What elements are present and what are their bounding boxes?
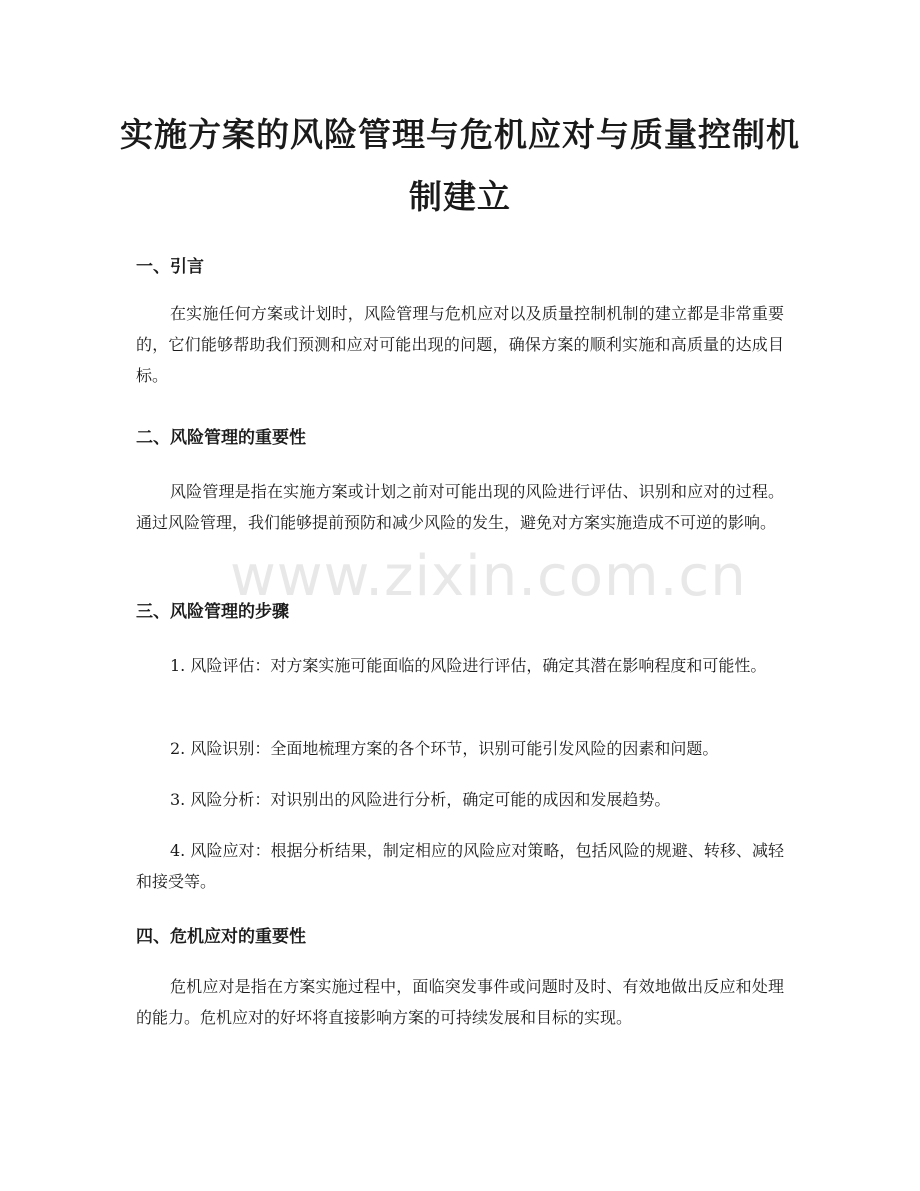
list-item-risk-identification: 2. 风险识别：全面地梳理方案的各个环节，识别可能引发风险的因素和问题。	[170, 739, 719, 758]
document-title: 实施方案的风险管理与危机应对与质量控制机制建立	[120, 115, 800, 216]
section-heading-risk-importance: 二、风险管理的重要性	[136, 428, 306, 448]
list-item-risk-assessment: 1. 风险评估：对方案实施可能面临的风险进行评估，确定其潜在影响程度和可能性。	[170, 656, 767, 675]
paragraph-crisis-importance: 危机应对是指在方案实施过程中，面临突发事件或问题时及时、有效地做出反应和处理的能力。危机应对的好坏将直接影响方案的可持续发展和目标的实现。	[136, 977, 784, 1027]
section-heading-introduction: 一、引言	[136, 257, 204, 277]
section-heading-risk-steps: 三、风险管理的步骤	[136, 602, 289, 622]
paragraph-risk-importance: 风险管理是指在实施方案或计划之前对可能出现的风险进行评估、识别和应对的过程。通过风险管理，我们能够提前预防和减少风险的发生，避免对方案实施造成不可逆的影响。	[136, 482, 784, 532]
list-item-risk-response: 4. 风险应对：根据分析结果，制定相应的风险应对策略，包括风险的规避、转移、减轻和接受等。	[136, 841, 784, 891]
paragraph-introduction: 在实施任何方案或计划时，风险管理与危机应对以及质量控制机制的建立都是非常重要的，它们能够帮助我们预测和应对可能出现的问题，确保方案的顺利实施和高质量的达成目标。	[136, 304, 784, 385]
watermark: www.zixin.com.cn	[230, 544, 747, 609]
section-heading-crisis-importance: 四、危机应对的重要性	[136, 927, 306, 947]
list-item-risk-analysis: 3. 风险分析：对识别出的风险进行分析，确定可能的成因和发展趋势。	[170, 790, 671, 809]
